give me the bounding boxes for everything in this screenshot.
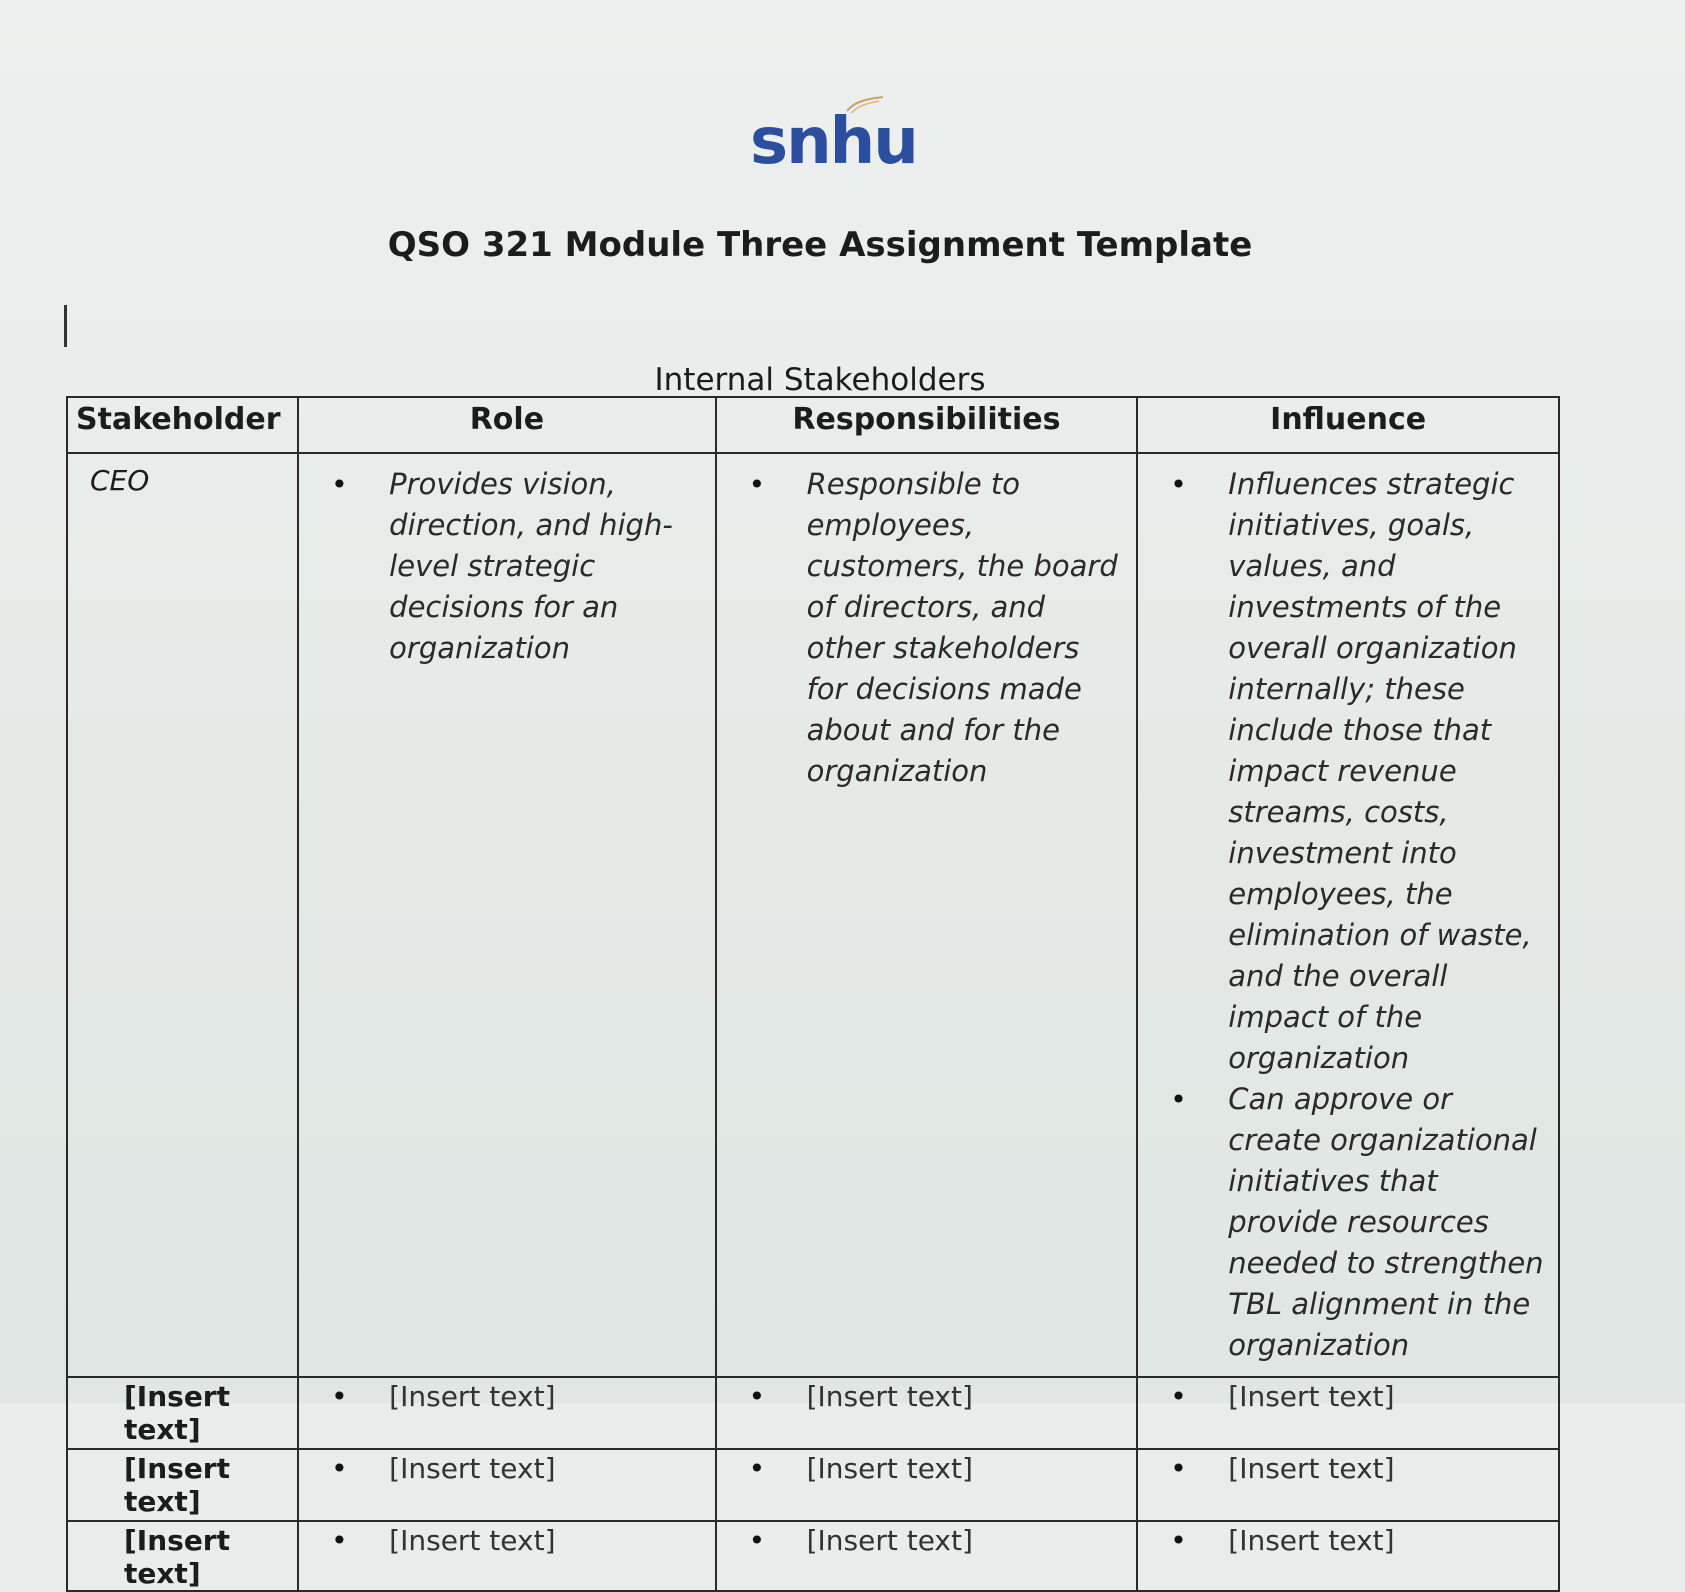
- responsibilities-cell[interactable]: [716, 1521, 1138, 1591]
- stakeholder-cell[interactable]: [Insert text]: [67, 1449, 298, 1521]
- table-row: [67, 1521, 1559, 1591]
- role-cell[interactable]: [298, 1449, 715, 1521]
- bullet-item: • [Insert text]: [389, 1452, 704, 1486]
- snhu-logo: [750, 95, 917, 185]
- table-header-row: [67, 397, 1559, 453]
- table-row: [67, 453, 1559, 1377]
- stakeholder-cell[interactable]: [Insert text]: [67, 1377, 298, 1449]
- bullet-item: • [Insert text]: [1228, 1452, 1548, 1486]
- bullet-item: • [Insert text]: [389, 1524, 704, 1558]
- role-cell[interactable]: [298, 1377, 715, 1449]
- table-row: [67, 1377, 1559, 1449]
- role-cell[interactable]: [298, 453, 715, 1377]
- internal-stakeholders-table: [66, 396, 1560, 1592]
- responsibilities-cell[interactable]: [716, 1449, 1138, 1521]
- text-cursor: [64, 305, 67, 347]
- table-caption: Internal Stakeholders: [654, 362, 986, 398]
- header-role: Role: [298, 397, 715, 453]
- document-title: QSO 321 Module Three Assignment Template: [387, 225, 1253, 265]
- bullet-item: • Responsible to employees, customers, the board of directors, and other stakeholders for decisions made about and for the organization: [807, 464, 1127, 792]
- bullet-item: • [Insert text]: [1228, 1380, 1548, 1414]
- bullet-item: • [Insert text]: [807, 1452, 1127, 1486]
- bullet-item: • Influences strategic initiatives, goals, values, and investments of the overall organization internally; these include those that impact revenue streams, costs, investment into employees, the elimination of waste, and the overall impact of the organization: [1228, 464, 1548, 1079]
- stakeholder-cell[interactable]: CEO: [67, 453, 298, 1377]
- header-responsibilities: Responsibilities: [716, 397, 1138, 453]
- influence-cell[interactable]: [1137, 453, 1559, 1377]
- header-influence: Influence: [1137, 397, 1559, 453]
- influence-cell[interactable]: [1137, 1377, 1559, 1449]
- bullet-item: • Provides vision, direction, and high-level strategic decisions for an organization: [389, 464, 704, 669]
- table-row: [67, 1449, 1559, 1521]
- responsibilities-cell[interactable]: [716, 453, 1138, 1377]
- logo-flourish-icon: [845, 95, 885, 115]
- bullet-item: • [Insert text]: [1228, 1524, 1548, 1558]
- logo-text: snhu: [750, 105, 917, 179]
- influence-cell[interactable]: [1137, 1449, 1559, 1521]
- bullet-item: • [Insert text]: [807, 1524, 1127, 1558]
- bullet-item: • [Insert text]: [389, 1380, 704, 1414]
- role-cell[interactable]: [298, 1521, 715, 1591]
- responsibilities-cell[interactable]: [716, 1377, 1138, 1449]
- bullet-item: • Can approve or create organizational initiatives that provide resources needed to strengthen TBL alignment in the organization: [1228, 1079, 1548, 1366]
- influence-cell[interactable]: [1137, 1521, 1559, 1591]
- bullet-item: • [Insert text]: [807, 1380, 1127, 1414]
- header-stakeholder: Stakeholder: [67, 397, 298, 453]
- stakeholder-cell[interactable]: [Insert text]: [67, 1521, 298, 1591]
